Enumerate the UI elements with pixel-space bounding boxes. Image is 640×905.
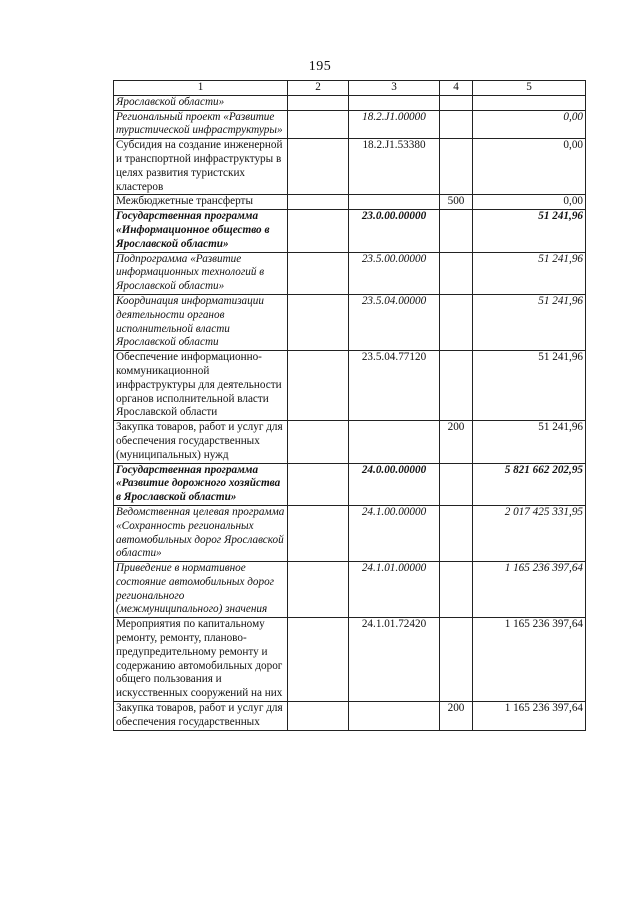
row-amount-cell: 0,00 (473, 110, 586, 139)
table-row (114, 702, 586, 731)
row-name-cell: Субсидия на создание инженерной и транспортной инфраструктуры в целях развития туристских кластеров (114, 139, 288, 195)
table-row (114, 139, 586, 195)
row-expense-type-cell: 200 (440, 421, 473, 463)
column-header: 3 (349, 81, 440, 96)
row-amount-cell: 2 017 425 331,95 (473, 505, 586, 561)
row-expense-type-cell: 200 (440, 702, 473, 731)
row-code-cell: 23.5.00.00000 (349, 252, 440, 294)
table-row (114, 562, 586, 618)
row-name-cell: Закупка товаров, работ и услуг для обеспечения государственных (114, 702, 288, 731)
row-amount-cell: 1 165 236 397,64 (473, 562, 586, 618)
table-row (114, 252, 586, 294)
table-row (114, 294, 586, 350)
table-row (114, 351, 586, 421)
column-header: 1 (114, 81, 288, 96)
row-expense-type-cell: 500 (440, 195, 473, 210)
table-row (114, 210, 586, 252)
row-amount-cell: 1 165 236 397,64 (473, 618, 586, 702)
row-col2-cell (288, 463, 349, 505)
row-expense-type-cell (440, 110, 473, 139)
row-name-cell: Приведение в нормативное состояние автомобильных дорог регионального (межмуниципального) значения (114, 562, 288, 618)
row-code-cell (349, 95, 440, 110)
table-row (114, 95, 586, 110)
budget-table (113, 80, 586, 731)
row-name-cell: Ведомственная целевая программа «Сохранность региональных автомобильных дорог Ярославской области» (114, 505, 288, 561)
row-code-cell: 24.0.00.00000 (349, 463, 440, 505)
row-col2-cell (288, 195, 349, 210)
row-code-cell: 24.1.01.00000 (349, 562, 440, 618)
row-name-cell: Межбюджетные трансферты (114, 195, 288, 210)
row-amount-cell: 5 821 662 202,95 (473, 463, 586, 505)
row-name-cell: Координация информатизации деятельности органов исполнительной власти Ярославской области (114, 294, 288, 350)
row-name-cell: Подпрограмма «Развитие информационных технологий в Ярославской области» (114, 252, 288, 294)
row-expense-type-cell (440, 294, 473, 350)
row-amount-cell: 51 241,96 (473, 210, 586, 252)
row-expense-type-cell (440, 252, 473, 294)
row-name-cell: Закупка товаров, работ и услуг для обеспечения государственных (муниципальных) нужд (114, 421, 288, 463)
row-col2-cell (288, 702, 349, 731)
row-code-cell: 23.5.04.00000 (349, 294, 440, 350)
row-expense-type-cell (440, 505, 473, 561)
column-header: 4 (440, 81, 473, 96)
row-col2-cell (288, 139, 349, 195)
row-amount-cell: 51 241,96 (473, 252, 586, 294)
table-row (114, 505, 586, 561)
row-expense-type-cell (440, 463, 473, 505)
row-col2-cell (288, 294, 349, 350)
table-row (114, 421, 586, 463)
row-col2-cell (288, 618, 349, 702)
row-expense-type-cell (440, 139, 473, 195)
row-code-cell (349, 702, 440, 731)
row-name-cell: Мероприятия по капитальному ремонту, ремонту, планово-предупредительному ремонту и содержанию автомобильных дорог общего пользования и искусственных сооружений на них (114, 618, 288, 702)
table-row (114, 463, 586, 505)
row-col2-cell (288, 421, 349, 463)
row-expense-type-cell (440, 95, 473, 110)
row-code-cell (349, 195, 440, 210)
row-col2-cell (288, 562, 349, 618)
row-code-cell: 18.2.J1.00000 (349, 110, 440, 139)
row-amount-cell: 0,00 (473, 195, 586, 210)
row-col2-cell (288, 351, 349, 421)
row-name-cell: Государственная программа «Информационное общество в Ярославской области» (114, 210, 288, 252)
row-expense-type-cell (440, 210, 473, 252)
row-col2-cell (288, 210, 349, 252)
row-code-cell: 23.5.04.77120 (349, 351, 440, 421)
row-code-cell: 24.1.01.72420 (349, 618, 440, 702)
table-body (114, 95, 586, 730)
row-code-cell: 18.2.J1.53380 (349, 139, 440, 195)
row-amount-cell: 51 241,96 (473, 351, 586, 421)
row-col2-cell (288, 505, 349, 561)
table-header (114, 81, 586, 96)
row-expense-type-cell (440, 618, 473, 702)
row-expense-type-cell (440, 351, 473, 421)
row-amount-cell: 51 241,96 (473, 421, 586, 463)
page-number: 195 (308, 59, 332, 74)
header-row (114, 81, 586, 96)
row-name-cell: Ярославской области» (114, 95, 288, 110)
column-header: 5 (473, 81, 586, 96)
row-code-cell (349, 421, 440, 463)
row-code-cell: 24.1.00.00000 (349, 505, 440, 561)
row-amount-cell: 1 165 236 397,64 (473, 702, 586, 731)
row-amount-cell: 0,00 (473, 139, 586, 195)
row-amount-cell (473, 95, 586, 110)
row-name-cell: Региональный проект «Развитие туристической инфраструктуры» (114, 110, 288, 139)
row-col2-cell (288, 252, 349, 294)
table-row (114, 110, 586, 139)
table-row (114, 618, 586, 702)
row-name-cell: Государственная программа «Развитие дорожного хозяйства в Ярославской области» (114, 463, 288, 505)
row-amount-cell: 51 241,96 (473, 294, 586, 350)
row-col2-cell (288, 95, 349, 110)
row-expense-type-cell (440, 562, 473, 618)
column-header: 2 (288, 81, 349, 96)
row-code-cell: 23.0.00.00000 (349, 210, 440, 252)
row-col2-cell (288, 110, 349, 139)
table-row (114, 195, 586, 210)
row-name-cell: Обеспечение информационно-коммуникационной инфраструктуры для деятельности органов исполнительной власти Ярославской области (114, 351, 288, 421)
